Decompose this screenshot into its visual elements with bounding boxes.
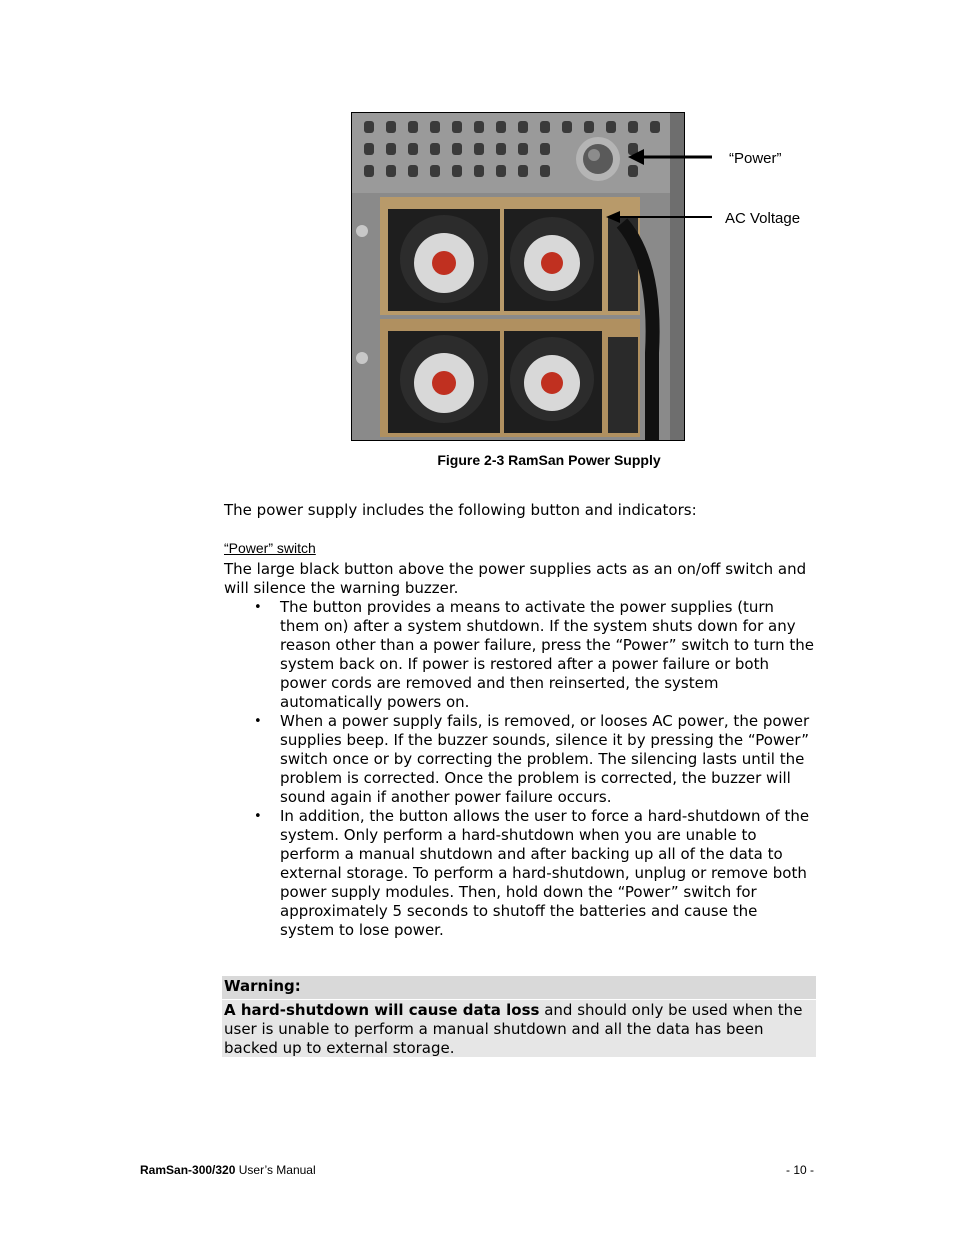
bullet-icon: • (254, 600, 262, 615)
power-switch-bullet-list (224, 598, 816, 940)
footer-manual-title (140, 1163, 316, 1177)
footer-manual: User’s Manual (235, 1163, 316, 1177)
power-switch-description: The large black button above the power supplies acts as an on/off switch and will silence the warning buzzer. (224, 560, 807, 597)
warning-title: Warning: (222, 976, 816, 999)
list-item (224, 712, 816, 807)
list-item (224, 807, 816, 940)
warning-bold-text: A hard-shutdown will cause data loss (224, 1001, 540, 1019)
figure-caption: Figure 2-3 RamSan Power Supply (437, 452, 661, 468)
intro-paragraph: The power supply includes the following button and indicators: (224, 501, 697, 519)
power-arrow (628, 149, 712, 165)
bullet-text: The button provides a means to activate the power supplies (turn them on) after a system shutdown. If the system shuts down for any reason other than a power failure, press the “Power” switch to turn the system back on. If power is restored after a power failure or both power cords are removed and then reinserted, the system automatically powers on. (280, 598, 814, 711)
warning-body (222, 1000, 816, 1057)
warning-rest-text: and should only be used when the user is unable to perform a manual shutdown and all the data has been backed up to external storage. (224, 1001, 803, 1057)
bullet-text: When a power supply fails, is removed, or looses AC power, the power supplies beep. If the buzzer sounds, silence it by pressing the “Power” switch once or by correcting the problem. The silencing lasts until the problem is corrected. Once the problem is corrected, the buzzer will sound again if another power failure occurs. (280, 712, 810, 806)
callout-ac-voltage-label: AC Voltage (725, 210, 801, 227)
list-item (224, 598, 816, 712)
ac-voltage-arrow (606, 211, 712, 223)
footer-page-number: - 10 - (785, 1163, 814, 1177)
callout-arrows (600, 145, 720, 230)
bullet-text: In addition, the button allows the user to force a hard-shutdown of the system. Only perform a hard-shutdown when you are unable to perform a manual shutdown and after backing up all of the data to external storage. To perform a hard-shutdown, unplug or remove both power supply modules. Then, hold down the “Power” switch for approximately 5 seconds to shutoff the batteries and cause the system to lose power. (280, 807, 810, 939)
bullet-icon: • (254, 809, 262, 824)
footer-product: RamSan-300/320 (140, 1163, 236, 1177)
callout-power-label: “Power” (729, 150, 782, 167)
power-switch-heading: “Power” switch (224, 540, 316, 556)
bullet-icon: • (254, 714, 262, 729)
